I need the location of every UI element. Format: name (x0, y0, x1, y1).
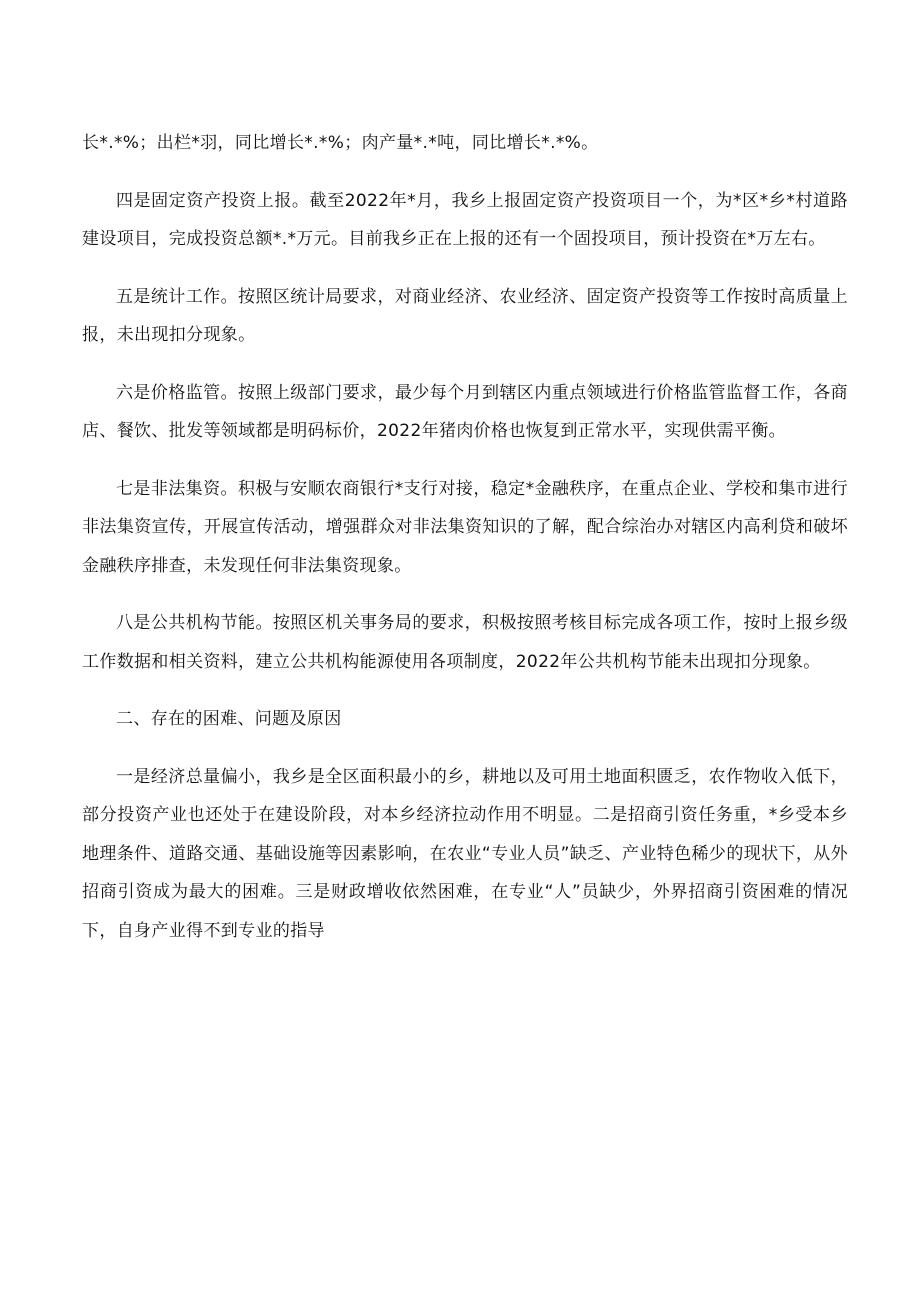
paragraph-statistics-work: 五是统计工作。按照区统计局要求，对商业经济、农业经济、固定资产投资等工作按时高质量上报，未出现扣分现象。 (82, 286, 848, 345)
paragraph-energy-saving: 八是公共机构节能。按照区机关事务局的要求，积极按照考核目标完成各项工作，按时上报乡级工作数据和相关资料，建立公共机构能源使用各项制度，2022年公共机构节能未出现扣分现象。 (82, 613, 848, 672)
paragraph-livestock-stats: 长*.*%；出栏*羽，同比增长*.*%；肉产量*.*吨，同比增长*.*%。 (82, 133, 599, 153)
paragraph-difficulties: 一是经济总量偏小，我乡是全区面积最小的乡，耕地以及可用土地面积匮乏，农作物收入低下，部分投资产业也还处于在建设阶段，对本乡经济拉动作用不明显。二是招商引资任务重，*乡受本乡地理条件、道路交通、基础设施等因素影响，在农业“专业人员”缺乏、产业特色稀少的现状下，从外招商引资成为最大的困难。三是财政增收依然困难，在专业“人”员缺少，外界招商引资困难的情况下，自身产业得不到专业的指导 (82, 766, 848, 941)
paragraph-illegal-fundraising: 七是非法集资。积极与安顺农商银行*支行对接，稳定*金融秩序，在重点企业、学校和集市进行非法集资宣传，开展宣传活动，增强群众对非法集资知识的了解，配合综治办对辖区内高利贷和破坏金融秩序排查，未发现任何非法集资现象。 (82, 478, 848, 576)
document-body (82, 124, 848, 969)
paragraph-fixed-asset-investment: 四是固定资产投资上报。截至2022年*月，我乡上报固定资产投资项目一个，为*区*乡*村道路建设项目，完成投资总额*.*万元。目前我乡正在上报的还有一个固投项目，预计投资在*万左右。 (82, 190, 848, 249)
paragraph-price-supervision: 六是价格监管。按照上级部门要求，最少每个月到辖区内重点领域进行价格监管监督工作，各商店、餐饮、批发等领域都是明码标价，2022年猪肉价格也恢复到正常水平，实现供需平衡。 (82, 382, 848, 441)
section-heading-difficulties: 二、存在的困难、问题及原因 (116, 709, 342, 729)
